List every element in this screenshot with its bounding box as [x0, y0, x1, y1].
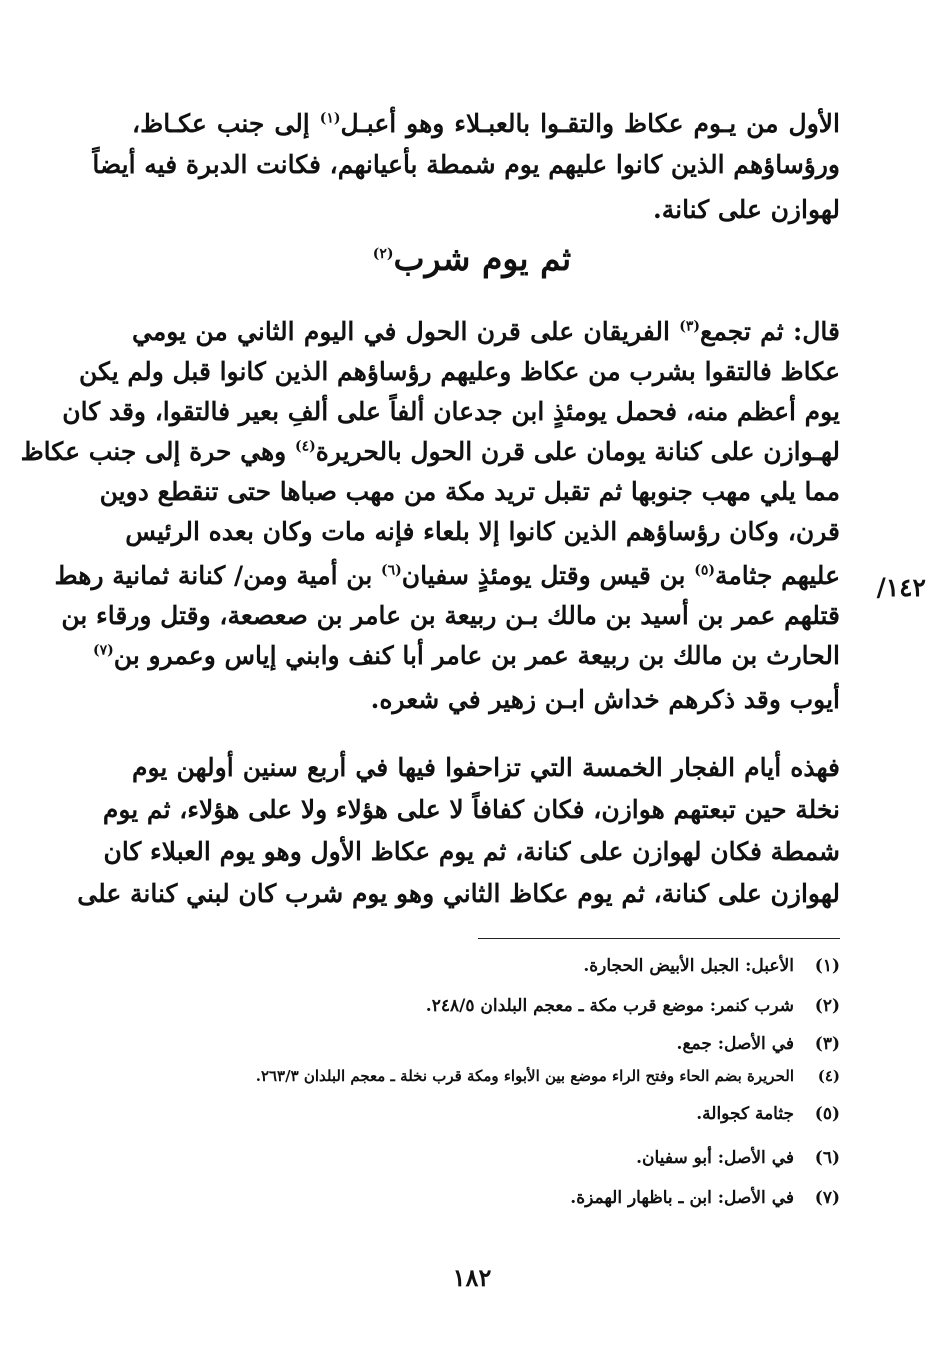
- intro-line-3: لهوازن على كنانة.: [653, 195, 840, 224]
- para-text: بن أمية ومن/ كنانة ثمانية رهط: [54, 561, 381, 590]
- para1-line-8: قتلهم عمر بن أسيد بن مالك بـن ربيعة بن عامر بن صعصعة، وقتل ورقاء بن: [61, 601, 840, 630]
- para1-line-2: عكاظ فالتقوا بشرب من عكاظ وعليهم رؤساؤهم الذين كانوا قبل ولم يكن: [78, 357, 840, 386]
- footnote-ref: (٥): [694, 562, 715, 579]
- footnote-text: في الأصل: جمع.: [676, 1034, 794, 1054]
- footnote-ref: (٣): [679, 318, 701, 335]
- page-number: ١٨٢: [452, 1263, 492, 1292]
- footnote-2: [120, 992, 840, 1020]
- footnote-3: [120, 1030, 840, 1058]
- margin-page-marker: ١٤٢/: [876, 573, 926, 602]
- footnote-ref: (٢): [372, 246, 394, 262]
- para1-line-5: مما يلي مهب جنوبها ثم تقبل تريد مكة من مهب صباها حتى تنقطع دوين: [99, 477, 840, 506]
- para-text: لهـوازن على كنانة يومان على قرن الحول بالحريرة: [315, 437, 840, 466]
- intro-line-2: ورؤساؤهم الذين كانوا عليهم يوم شمطة بأعيانهم، فكانت الدبرة فيه أيضاً: [92, 150, 840, 179]
- footnote-text: شرب كنمر: موضع قرب مكة ـ معجم البلدان ٢٤٨/٥.: [425, 996, 794, 1016]
- footnote-number: (٧): [814, 1188, 840, 1208]
- section-heading: [0, 236, 944, 282]
- footnote-number: (٢): [814, 996, 840, 1016]
- intro-text: الأول من يـوم عكاظ والتقـوا بالعبـلاء وهو أعبـل: [340, 109, 840, 138]
- footnote-number: (١): [814, 956, 840, 976]
- para-text: قال: ثم تجمع: [700, 317, 840, 346]
- para-text: عليهم جثامة: [714, 561, 840, 590]
- footnote-ref: (٦): [381, 562, 402, 579]
- footnote-number: (٤): [817, 1067, 840, 1085]
- para2-line-4: لهوازن على كنانة، ثم يوم عكاظ الثاني وهو يوم شرب كان لبني كنانة على: [77, 879, 840, 908]
- para1-line-6: قرن، وكان رؤساؤهم الذين كانوا إلا بلعاء فإنه مات وكان بعده الرئيس: [125, 517, 840, 546]
- para2-line-2: نخلة حين تبعتهم هوازن، فكان كفافاً لا على هؤلاء ولا على هؤلاء، ثم يوم: [102, 795, 840, 824]
- footnote-ref: (٤): [294, 438, 316, 455]
- para-text: بن قيس وقتل يومئذٍ سفيان: [401, 561, 695, 590]
- footnote-6: [120, 1144, 840, 1172]
- intro-line-1: [132, 104, 840, 144]
- footnote-5: [120, 1100, 840, 1128]
- para1-line-1: [132, 312, 840, 352]
- para2-line-3: شمطة فكان لهوازن على كنانة، ثم يوم عكاظ الأول وهو يوم العبلاء كان: [103, 837, 840, 866]
- para2-line-1: فهذه أيام الفجار الخمسة التي تزاحفوا فيها في أربع سنين أولهن يوم: [132, 753, 840, 782]
- footnote-text: في الأصل: أبو سفيان.: [636, 1148, 794, 1168]
- footnote-text: في الأصل: ابن ـ باظهار الهمزة.: [570, 1188, 794, 1208]
- footnote-ref: (٧): [93, 642, 114, 659]
- heading-text: ثم يوم شرب: [393, 239, 572, 278]
- intro-text: إلى جنب عكـاظ،: [132, 109, 320, 138]
- footnote-4: [120, 1062, 840, 1090]
- footnote-7: [120, 1184, 840, 1212]
- para-text: وهي حرة إلى جنب عكاظ: [20, 437, 295, 466]
- para1-line-9: [93, 636, 840, 676]
- footnote-ref: (١): [319, 110, 341, 127]
- para1-line-3: يوم أعظم منه، فحمل يومئذٍ ابن جدعان ألفاً على ألفِ بعير فالتقوا، وقد كان: [62, 397, 840, 426]
- para-text: الفريقان على قرن الحول في اليوم الثاني من يومي: [132, 317, 680, 346]
- footnote-number: (٥): [814, 1104, 840, 1124]
- footnote-number: (٣): [814, 1034, 840, 1054]
- para1-line-10: أيوب وقد ذكرهم خداش ابـن زهير في شعره.: [370, 685, 840, 714]
- footnote-number: (٦): [814, 1148, 840, 1168]
- footnote-text: الحريرة بضم الحاء وفتح الراء موضع بين الأبواء ومكة قرب نخلة ـ معجم البلدان ٢٦٣/٣.: [255, 1067, 794, 1085]
- footnote-separator: [478, 938, 840, 939]
- para-text: الحارث بن مالك بن ربيعة عمر بن عامر أبا كنف وابني إياس وعمرو بن: [113, 641, 840, 670]
- footnote-text: جثامة كجوالة.: [696, 1104, 794, 1124]
- para1-line-7: [54, 556, 840, 596]
- footnote-text: الأعبل: الجبل الأبيض الحجارة.: [583, 956, 794, 976]
- para1-line-4: [20, 432, 840, 472]
- footnote-1: [120, 952, 840, 980]
